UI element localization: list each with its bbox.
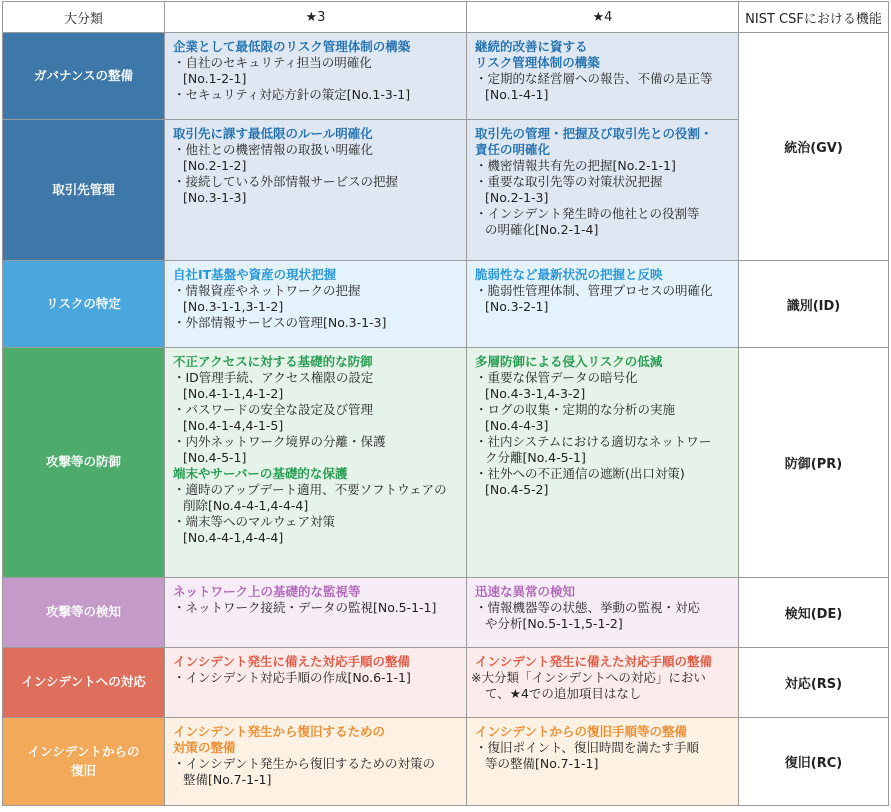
cell-protect-star3 [165, 348, 467, 578]
heading: インシデント発生に備えた対応手順の整備 [173, 654, 410, 669]
heading: 自社IT基盤や資産の現状把握 [173, 267, 337, 282]
cell-detect-star4 [467, 578, 739, 648]
list-item-ref: [No.4-1-1,4-1-2] [183, 386, 284, 401]
list-item: ・端末等へのマルウェア対策 [173, 514, 336, 529]
row-protect [3, 348, 889, 578]
list-item: ・ID管理手続、アクセス権限の設定 [173, 370, 374, 385]
nist-rs: 対応(RS) [739, 648, 889, 718]
cell-recover-star4 [467, 718, 739, 806]
header-nist: NIST CSFにおける機能 [739, 2, 889, 33]
heading: インシデント発生に備えた対応手順の整備 [475, 654, 712, 669]
list-item: ・定期的な経営層への報告、不備の是正等 [475, 71, 713, 86]
heading: 不正アクセスに対する基礎的な防御 [173, 354, 373, 369]
list-item-ref: [No.4-3-1,4-3-2] [485, 386, 586, 401]
heading: 企業として最低限のリスク管理体制の構築 [173, 39, 411, 54]
heading: 多層防御による侵入リスクの低減 [475, 354, 663, 369]
list-item: ・重要な取引先等の対策状況把握 [475, 174, 663, 189]
list-item-ref: ク分離[No.4-5-1] [485, 450, 586, 465]
nist-gv: 統治(GV) [739, 33, 889, 261]
heading: 取引先に課す最低限のルール明確化 [173, 126, 373, 141]
list-item-ref: 整備[No.7-1-1] [183, 772, 272, 787]
list-item: ・パスワードの安全な設定及び管理 [173, 402, 374, 417]
header-category: 大分類 [3, 2, 165, 33]
cell-identify-star4 [467, 261, 739, 348]
category-detect: 攻撃等の検知 [3, 578, 165, 648]
header-star3: ★3 [165, 2, 467, 33]
heading: ネットワーク上の基礎的な監視等 [173, 584, 361, 599]
cell-detect-star3 [165, 578, 467, 648]
list-item-ref: 等の整備[No.7-1-1] [485, 756, 599, 771]
category-recover-line1: インシデントからの [27, 743, 140, 759]
heading: 継続的改善に資する [475, 39, 588, 54]
list-item-ref: [No.4-5-2] [485, 482, 549, 497]
heading: 対策の整備 [173, 740, 236, 755]
list-item: ・重要な保管データの暗号化 [475, 370, 638, 385]
nist-rc: 復旧(RC) [739, 718, 889, 806]
list-item-ref: [No.4-1-4,4-1-5] [183, 418, 284, 433]
list-item: ・ネットワーク接続・データの監視[No.5-1-1] [173, 600, 437, 615]
category-protect: 攻撃等の防御 [3, 348, 165, 578]
list-item: ・機密情報共有先の把握[No.2-1-1] [475, 158, 676, 173]
list-item: ・復旧ポイント、復旧時間を満たす手順 [475, 740, 699, 755]
list-item-ref: [No.3-1-1,3-1-2] [183, 299, 284, 314]
list-item-ref: の明確化[No.2-1-4] [485, 222, 599, 237]
list-item-ref: 削除[No.4-4-1,4-4-4] [183, 498, 309, 513]
heading: インシデント発生から復旧するための [173, 724, 385, 739]
list-item-ref: [No.3-1-3] [183, 190, 247, 205]
list-item: ・接続している外部情報サービスの把握 [173, 174, 399, 189]
cell-identify-star3 [165, 261, 467, 348]
note-text: ※大分類「インシデントへの対応」におい [471, 670, 706, 685]
cell-supplier-star3 [165, 120, 467, 261]
category-identify: リスクの特定 [3, 261, 165, 348]
list-item: ・自社のセキュリティ担当の明確化 [173, 55, 372, 70]
cell-recover-star3 [165, 718, 467, 806]
list-item: ・内外ネットワーク境界の分離・保護 [173, 434, 386, 449]
row-governance [3, 33, 889, 120]
heading: 端末やサーバーの基礎的な保護 [173, 466, 348, 481]
cell-governance-star4 [467, 33, 739, 120]
list-item: ・社内システムにおける適切なネットワー [475, 434, 712, 449]
cell-respond-star3 [165, 648, 467, 718]
list-item: ・情報資産やネットワークの把握 [173, 283, 361, 298]
list-item-ref: や分析[No.5-1-1,5-1-2] [485, 616, 623, 631]
list-item: ・インシデント対応手順の作成[No.6-1-1] [173, 670, 411, 685]
header-star4: ★4 [467, 2, 739, 33]
heading: 迅速な異常の検知 [475, 584, 576, 599]
category-respond: インシデントへの対応 [3, 648, 165, 718]
cell-governance-star3 [165, 33, 467, 120]
category-governance: ガバナンスの整備 [3, 33, 165, 120]
heading: インシデントからの復旧手順等の整備 [475, 724, 687, 739]
list-item: ・情報機器等の状態、挙動の監視・対応 [475, 600, 701, 615]
category-recover-line2: 復旧 [70, 762, 96, 778]
list-item: ・外部情報サービスの管理[No.3-1-3] [173, 315, 387, 330]
row-respond [3, 648, 889, 718]
list-item: ・インシデント発生時の他社との役割等 [475, 206, 700, 221]
list-item: ・社外への不正通信の遮断(出口対策) [475, 466, 685, 481]
list-item-ref: [No.4-4-1,4-4-4] [183, 530, 284, 545]
cell-protect-star4 [467, 348, 739, 578]
list-item-ref: [No.2-1-2] [183, 158, 247, 173]
nist-de: 検知(DE) [739, 578, 889, 648]
security-framework-table [2, 1, 889, 806]
list-item: ・インシデント発生から復旧するための対策の [173, 756, 435, 771]
row-detect [3, 578, 889, 648]
list-item-ref: [No.1-4-1] [485, 87, 549, 102]
cell-respond-star4 [467, 648, 739, 718]
heading: 責任の明確化 [475, 142, 551, 157]
list-item: ・脆弱性管理体制、管理プロセスの明確化 [475, 283, 713, 298]
category-supplier: 取引先管理 [3, 120, 165, 261]
note-text-cont: て、★4での追加項目はなし [485, 686, 642, 701]
header-row [3, 2, 889, 33]
list-item-ref: [No.3-2-1] [485, 299, 549, 314]
list-item: ・他社との機密情報の取扱い明確化 [173, 142, 374, 157]
list-item-ref: [No.4-5-1] [183, 450, 247, 465]
heading: 取引先の管理・把握及び取引先との役割・ [475, 126, 713, 141]
nist-id: 識別(ID) [739, 261, 889, 348]
row-recover [3, 718, 889, 806]
nist-pr: 防御(PR) [739, 348, 889, 578]
list-item-ref: [No.1-2-1] [183, 71, 247, 86]
category-recover [3, 718, 165, 806]
cell-supplier-star4 [467, 120, 739, 261]
list-item-ref: [No.2-1-3] [485, 190, 549, 205]
list-item: ・セキュリティ対応方針の策定[No.1-3-1] [173, 87, 411, 102]
heading: リスク管理体制の構築 [475, 55, 600, 70]
heading: 脆弱性など最新状況の把握と反映 [475, 267, 663, 282]
list-item: ・適時のアップデート適用、不要ソフトウェアの [173, 482, 447, 497]
list-item-ref: [No.4-4-3] [485, 418, 549, 433]
list-item: ・ログの収集・定期的な分析の実施 [475, 402, 676, 417]
row-identify [3, 261, 889, 348]
